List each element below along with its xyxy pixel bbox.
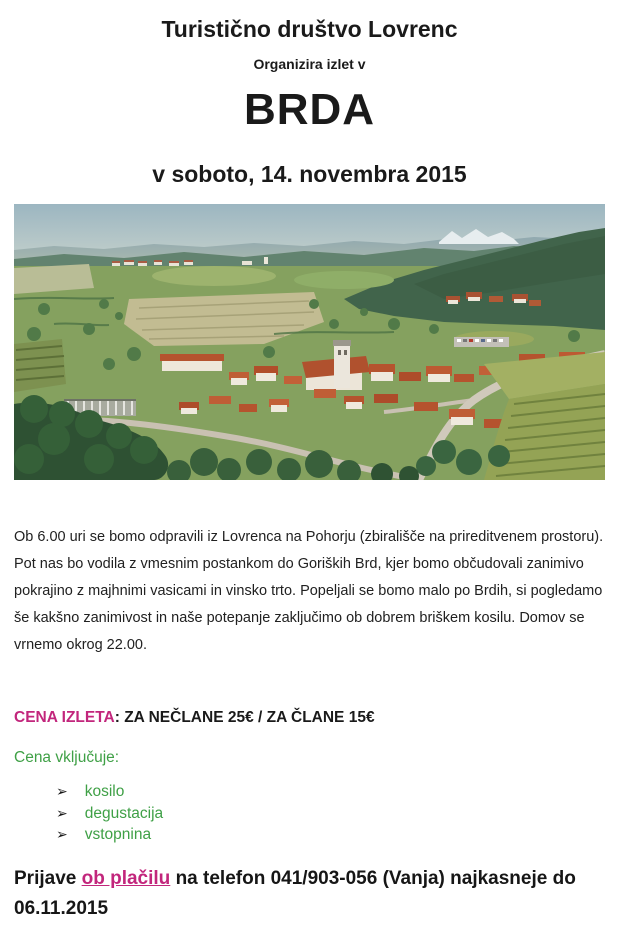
- price-label: CENA IZLETA: [14, 709, 115, 727]
- arrow-bullet-icon: ➢: [56, 783, 68, 800]
- includes-list: [14, 781, 605, 845]
- arrow-bullet-icon: ➢: [56, 825, 68, 842]
- subtitle: Organizira izlet v: [253, 56, 366, 72]
- event-date: v soboto, 14. novembra 2015: [152, 161, 467, 188]
- price-value: : ZA NEČLANE 25€ / ZA ČLANE 15€: [114, 709, 375, 727]
- list-item-label: kosilo: [84, 783, 125, 801]
- list-item: [56, 824, 605, 845]
- organization-title: Turistično društvo Lovrenc: [161, 16, 458, 42]
- arrow-bullet-icon: ➢: [56, 804, 68, 821]
- landscape-photo: [14, 204, 605, 480]
- list-item-label: vstopnina: [84, 825, 152, 843]
- registration-line: [14, 864, 605, 924]
- description-paragraph: Ob 6.00 uri se bomo odpravili iz Lovrenca na Pohorju (zbirališče na prireditvenem prostoru). Pot nas bo vodila z vmesnim postankom do Goriških Brd, kjer bomo občudovali zanimivo pokrajino z majhnimi vasicami in vinsko trto. Popeljali se bomo malo po Brdih, si pogledamo še kakšno zanimivost in naše potepanje zaključimo ob dobrem briškem kosilu. Domov se vrnemo okrog 22.00.: [14, 529, 604, 654]
- payment-link[interactable]: ob plačilu: [81, 868, 171, 890]
- registration-suffix: na telefon 041/903-056 (Vanja) najkasneje do 06.11.2015: [14, 868, 576, 920]
- list-item: [56, 781, 605, 802]
- registration-prefix: Prijave: [14, 868, 82, 890]
- includes-label: Cena vključuje:: [14, 749, 120, 767]
- list-item-label: degustacija: [84, 804, 164, 822]
- list-item: [56, 803, 605, 824]
- price-line: [14, 709, 605, 727]
- landscape-photo-graphic: [14, 204, 605, 480]
- destination-title: BRDA: [243, 85, 376, 134]
- flyer-header: [14, 16, 605, 188]
